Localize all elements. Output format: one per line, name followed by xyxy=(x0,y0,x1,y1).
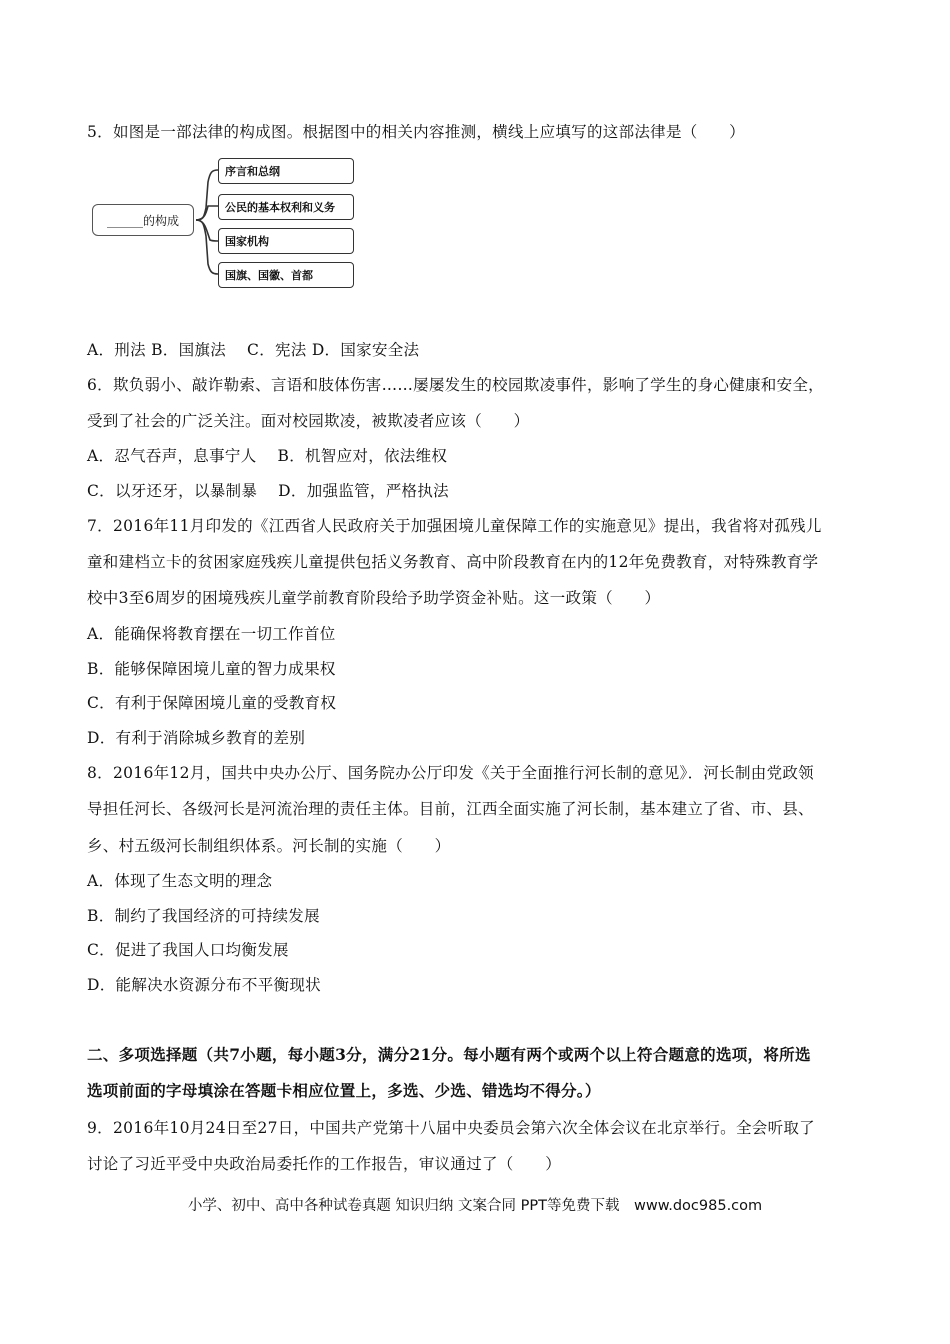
diagram-item-state-organs: 国家机构 xyxy=(218,228,354,254)
q9-stem-line1: 9．2016年10月24日至27日，中国共产党第十八届中央委员会第六次全体会议在北京举行。全会听取了 xyxy=(87,1119,815,1137)
q7-stem-line2: 童和建档立卡的贫困家庭残疾儿童提供包括义务教育、高中阶段教育在内的12年免费教育，对特殊教育学 xyxy=(87,553,819,571)
q8-stem-line2: 导担任河长、各级河长是河流治理的责任主体。目前，江西全面实施了河长制，基本建立了省、市、县、 xyxy=(87,800,814,818)
q9-stem-line2: 讨论了习近平受中央政治局委托作的工作报告，审议通过了（ ） xyxy=(87,1155,562,1173)
diagram-item-rights: 公民的基本权利和义务 xyxy=(218,194,354,220)
q8-option-c: C．促进了我国人口均衡发展 xyxy=(87,941,289,959)
q8-stem-line3: 乡、村五级河长制组织体系。河长制的实施（ ） xyxy=(87,837,451,855)
q7-option-a: A．能确保将教育摆在一切工作首位 xyxy=(87,625,336,643)
q7-option-b: B．能够保障困境儿童的智力成果权 xyxy=(87,660,336,678)
q7-stem-line1: 7．2016年11月印发的《江西省人民政府关于加强困境儿童保障工作的实施意见》提出，我省将对孤残儿 xyxy=(87,517,822,535)
page-footer: 小学、初中、高中各种试卷真题 知识归纳 文案合同 PPT等免费下载 www.doc985.com xyxy=(187,1198,763,1214)
diagram-center-label: ______的构成 xyxy=(92,204,194,236)
q7-option-d: D．有利于消除城乡教育的差别 xyxy=(87,729,306,747)
section2-heading-line2: 选项前面的字母填涂在答题卡相应位置上，多选、少选、错选均不得分。） xyxy=(87,1081,601,1100)
q5-stem: 5．如图是一部法律的构成图。根据图中的相关内容推测，横线上应填写的这部法律是（ ） xyxy=(87,123,745,141)
law-structure-diagram xyxy=(90,158,365,298)
q8-option-d: D．能解决水资源分布不平衡现状 xyxy=(87,976,321,994)
q7-stem-line3: 校中3至6周岁的困境残疾儿童学前教育阶段给予助学资金补贴。这一政策（ ） xyxy=(87,589,661,607)
q8-option-a: A．体现了生态文明的理念 xyxy=(87,872,273,890)
q6-stem-line1: 6．欺负弱小、敲诈勒索、言语和肢体伤害……屡屡发生的校园欺凌事件，影响了学生的身心健康和安全， xyxy=(87,376,824,394)
q6-options-line1: A．忍气吞声，息事宁人 B．机智应对，依法维权 xyxy=(87,447,448,465)
diagram-item-flag-emblem-capital: 国旗、国徽、首都 xyxy=(218,262,354,288)
q7-option-c: C．有利于保障困境儿童的受教育权 xyxy=(87,694,337,712)
q6-options-line2: C．以牙还牙，以暴制暴 D．加强监管，严格执法 xyxy=(87,482,449,500)
q8-stem-line1: 8．2016年12月，国共中央办公厅、国务院办公厅印发《关于全面推行河长制的意见》．河长制由党政领 xyxy=(87,764,814,782)
q8-option-b: B．制约了我国经济的可持续发展 xyxy=(87,907,320,925)
q6-stem-line2: 受到了社会的广泛关注。面对校园欺凌，被欺凌者应该（ ） xyxy=(87,412,530,430)
q5-options: A．刑法 B．国旗法 C．宪法 D．国家安全法 xyxy=(87,341,420,359)
diagram-item-preamble: 序言和总纲 xyxy=(218,158,354,184)
section2-heading-line1: 二、多项选择题（共7小题，每小题3分，满分21分。每小题有两个或两个以上符合题意的选项，将所选 xyxy=(87,1045,811,1064)
